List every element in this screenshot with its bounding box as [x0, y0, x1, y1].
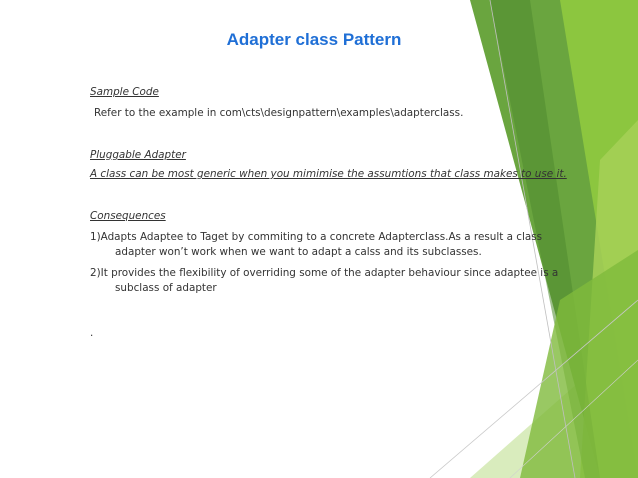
sample-code-heading: Sample Code [90, 86, 159, 98]
consequences-heading: Consequences [90, 210, 166, 222]
slide-title: Adapter class Pattern [226, 30, 402, 49]
pluggable-adapter-heading: Pluggable Adapter [90, 149, 186, 161]
slide-body [90, 85, 570, 341]
consequence-1: 1)Adapts Adaptee to Taget by commiting to a concrete Adapterclass.As a result a class adapter won’t work when we want to adapt a calss and its subclasses. [90, 231, 543, 258]
consequence-2: 2)It provides the flexibility of overriding some of the adapter behaviour since adaptee is a subclass of adapter [90, 267, 559, 294]
trailing-mark: . [90, 327, 94, 339]
pluggable-adapter-text: A class can be most generic when you mimimise the assumtions that class makes to use it. [90, 168, 567, 180]
sample-code-text: Refer to the example in com\cts\designpattern\examples\adapterclass. [94, 107, 464, 119]
